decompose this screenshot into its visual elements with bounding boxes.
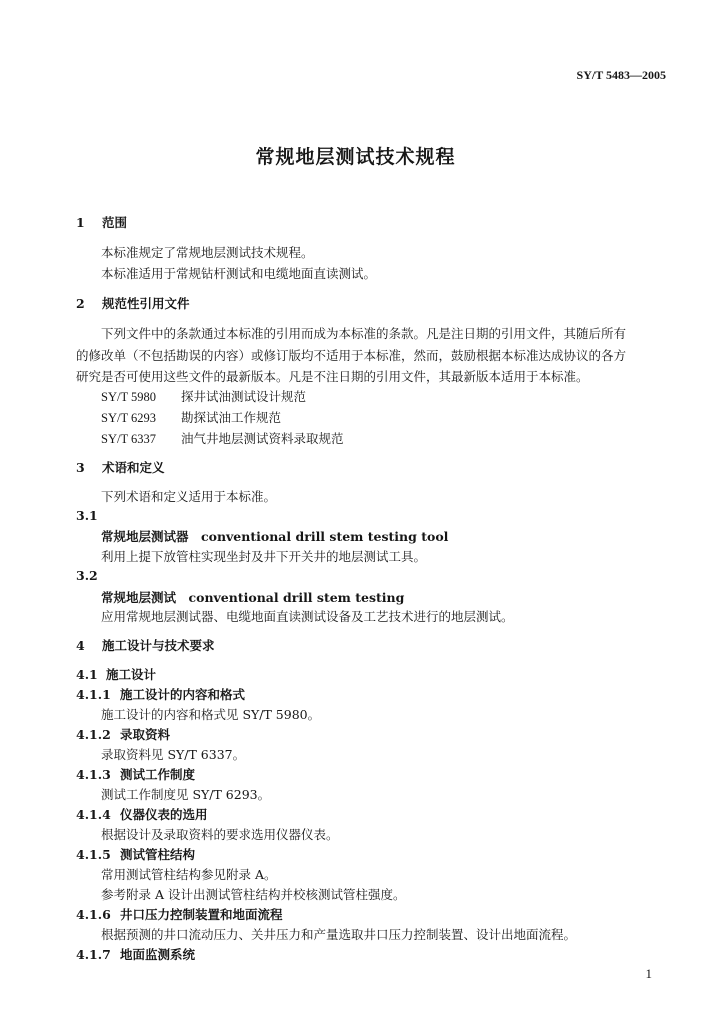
section-number: 4 xyxy=(76,638,85,653)
clause-text: 测试工作制度见 SY/T 6293。 xyxy=(101,787,271,802)
reference-name: 探井试油测试设计规范 xyxy=(181,389,307,404)
reference-code: SY/T 5980 xyxy=(101,390,156,404)
paragraph: 下列术语和定义适用于本标准。 xyxy=(101,489,277,504)
clause-title: 地面监测系统 xyxy=(120,947,196,962)
clause-text: 施工设计的内容和格式见 SY/T 5980。 xyxy=(101,707,321,722)
clause-title: 录取资料 xyxy=(120,727,171,742)
clause-title: 井口压力控制装置和地面流程 xyxy=(120,907,283,922)
section-number: 3 xyxy=(76,460,85,475)
clause-heading xyxy=(76,765,195,783)
subsection-4-1-heading xyxy=(76,665,156,683)
section-title: 规范性引用文件 xyxy=(102,296,190,311)
section-number: 1 xyxy=(76,215,85,230)
clause-title: 施工设计的内容和格式 xyxy=(120,687,246,702)
clause-text: 根据预测的井口流动压力、关井压力和产量选取井口压力控制装置、设计出地面流程。 xyxy=(101,927,577,942)
section-title: 术语和定义 xyxy=(102,460,165,475)
clause-heading xyxy=(76,945,195,963)
page-number: 1 xyxy=(645,966,652,981)
clause-text: 根据设计及录取资料的要求选用仪器仪表。 xyxy=(101,827,339,842)
paragraph: 本标准适用于常规钻杆测试和电缆地面直读测试。 xyxy=(101,266,377,281)
clause-heading xyxy=(76,805,208,823)
clause-heading xyxy=(76,905,283,923)
clause-number: 4.1.6 xyxy=(76,907,111,922)
section-4-heading xyxy=(76,636,215,654)
term-definition: 应用常规地层测试器、电缆地面直读测试设备及工艺技术进行的地层测试。 xyxy=(101,609,514,624)
clause-text: 参考附录 A 设计出测试管柱结构并校核测试管柱强度。 xyxy=(101,887,406,902)
clause-number: 4.1.2 xyxy=(76,727,111,742)
clause-number: 4.1.1 xyxy=(76,687,111,702)
clause-number: 3.1 xyxy=(76,508,98,523)
clause-number: 3.2 xyxy=(76,568,98,583)
clause-heading xyxy=(76,725,170,743)
clause-text: 录取资料见 SY/T 6337。 xyxy=(101,747,246,762)
reference-name: 勘探试油工作规范 xyxy=(181,410,282,425)
reference-name: 油气井地层测试资料录取规范 xyxy=(181,431,344,446)
section-1-heading xyxy=(76,213,127,231)
reference-code: SY/T 6337 xyxy=(101,432,156,446)
clause-title: 测试管柱结构 xyxy=(120,847,196,862)
section-title: 施工设计与技术要求 xyxy=(102,638,215,653)
reference-item xyxy=(101,429,344,447)
section-2-heading xyxy=(76,294,190,312)
subsection-title: 施工设计 xyxy=(106,667,157,682)
clause-title: 仪器仪表的选用 xyxy=(120,807,208,822)
section-title: 范围 xyxy=(102,215,128,230)
reference-item xyxy=(101,408,281,426)
standard-code: SY/T 5483—2005 xyxy=(576,68,666,82)
clause-number: 4.1.5 xyxy=(76,847,111,862)
reference-item xyxy=(101,387,306,405)
clause-title: 测试工作制度 xyxy=(120,767,196,782)
paragraph-line: 研究是否可使用这些文件的最新版本。凡是不注日期的引用文件，其最新版本适用于本标准。 xyxy=(76,369,589,384)
clause-number: 4.1.3 xyxy=(76,767,111,782)
term-entry: 常规地层测试器 conventional drill stem testing tool xyxy=(101,529,449,544)
term-definition: 利用上提下放管柱实现坐封及井下开关井的地层测试工具。 xyxy=(101,549,427,564)
section-number: 2 xyxy=(76,296,85,311)
clause-number: 4.1.4 xyxy=(76,807,111,822)
document-title: 常规地层测试技术规程 xyxy=(255,146,456,168)
clause-heading xyxy=(76,845,195,863)
term-entry: 常规地层测试 conventional drill stem testing xyxy=(101,590,405,605)
clause-text: 常用测试管柱结构参见附录 A。 xyxy=(101,867,277,882)
paragraph-line: 下列文件中的条款通过本标准的引用而成为本标准的条款。凡是注日期的引用文件，其随后所有 xyxy=(101,326,627,341)
paragraph-line: 的修改单（不包括勘误的内容）或修订版均不适用于本标准，然而，鼓励根据本标准达成协议的各方 xyxy=(76,348,627,363)
clause-heading xyxy=(76,685,245,703)
paragraph: 本标准规定了常规地层测试技术规程。 xyxy=(101,245,314,260)
reference-code: SY/T 6293 xyxy=(101,411,156,425)
subsection-number: 4.1 xyxy=(76,667,98,682)
clause-number: 4.1.7 xyxy=(76,947,111,962)
section-3-heading xyxy=(76,458,165,476)
